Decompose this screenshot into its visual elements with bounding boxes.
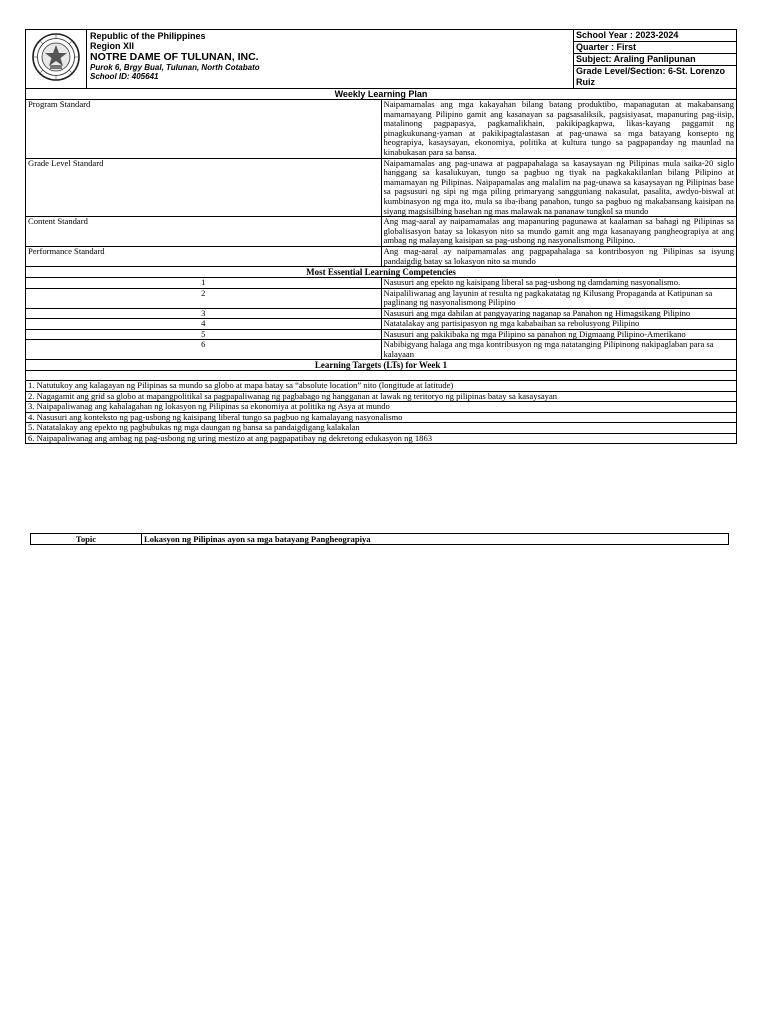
melc-number: 3 xyxy=(26,308,382,319)
school-year: School Year : 2023-2024 xyxy=(574,30,736,42)
melc-number: 1 xyxy=(26,278,382,289)
learning-target: 2. Nagagamit ang grid sa globo at mapangpolitikal sa pagpapaliwanag ng pagbabago ng hangganan at lawak ng teritoryo ng pilipinas batay sa kasaysayan xyxy=(26,391,737,402)
melc-text: Nasusuri ang mga dahilan at pangyayaring naganap sa Panahon ng Himagsikang Pilipino xyxy=(381,308,737,319)
table-row xyxy=(26,319,737,330)
learning-target: 3. Naipapaliwanag ang kahalagahan ng lokasyon ng Pilipinas sa ekonomiya at politika ng Asya at mundo xyxy=(26,402,737,413)
program-standard-text: Naipamamalas ang mga kakayahan bilang batang produktibo, mapanagutan at makabansang mamamayang Pilipino gamit ang kasanayan sa pagsasaliksik, pagsisiyasat, mapanuring pag-iisip, matalinong pagpapasya, pagkamalikhain, pakikipagkapwa, likas-kayang paggamit ng pinagkukunang-yaman at pakikipagtalastasan at pag-unawa sa mga batayang konsepto ng heograpiya, kasaysayan, ekonomiya, politika at kultura tungo sa pagpapanday ng maunlad na kinabukasan para sa bansa. xyxy=(381,100,737,159)
quarter: Quarter : First xyxy=(574,42,736,54)
table-row xyxy=(26,402,737,413)
grade-level-standard-label: Grade Level Standard xyxy=(26,158,382,217)
table-row xyxy=(26,288,737,308)
performance-standard-text: Ang mag-aaral ay naipamamalas ang pagpapahalaga sa kontribosyon ng Pilipinas sa isyung pandaigdig batay sa lokasyon nito sa mundo xyxy=(381,246,737,266)
content-standard-label: Content Standard xyxy=(26,217,382,247)
table-row xyxy=(26,412,737,423)
melc-title: Most Essential Learning Competencies xyxy=(26,267,737,278)
table-row xyxy=(26,423,737,434)
plan-table xyxy=(25,88,737,267)
melc-number: 2 xyxy=(26,288,382,308)
learning-target: 1. Natutukoy ang kalagayan ng Pilipinas sa mundo sa globo at mapa batay sa “absolute location” nito (longitude at latitude) xyxy=(26,381,737,392)
learning-targets-table xyxy=(25,359,737,444)
learning-target: 5. Natatalakay ang epekto ng pagbubukas ng mga daungan ng bansa sa pandaigdigang kalakalan xyxy=(26,423,737,434)
melc-number: 6 xyxy=(26,340,382,360)
melc-text: Nabibigyang halaga ang mga kontribusyon ng mga natatanging Pilipinong nakipaglaban para sa kalayaan xyxy=(381,340,737,360)
weekly-learning-plan-document xyxy=(25,29,737,444)
logo-cell xyxy=(26,30,87,89)
region-line: Region XII xyxy=(90,41,135,51)
topic-value: Lokasyon ng Pilipinas ayon sa mga batayang Pangheograpiya xyxy=(142,534,729,545)
table-row xyxy=(26,391,737,402)
school-id: School ID: 405641 xyxy=(90,72,159,81)
program-standard-label: Program Standard xyxy=(26,100,382,159)
table-row xyxy=(26,340,737,360)
learning-target: 6. Naipapaliwanag ang ambag ng pag-usbong ng uring mestizo at ang pagpapatibay ng dekretong edukasyon ng 1863 xyxy=(26,433,737,444)
melc-number: 5 xyxy=(26,329,382,340)
school-info-cell xyxy=(87,30,574,89)
table-row xyxy=(26,381,737,392)
performance-standard-label: Performance Standard xyxy=(26,246,382,266)
class-info-cell xyxy=(574,30,737,89)
table-row xyxy=(26,278,737,289)
school-name: NOTRE DAME OF TULUNAN, INC. xyxy=(90,51,259,63)
learning-target: 4. Nasusuri ang konteksto ng pag-usbong ng kaisipang liberal tungo sa pagbuo ng kamalayang nasyonalismo xyxy=(26,412,737,423)
school-seal-logo xyxy=(31,32,81,82)
grade-level-standard-text: Naipamamalas ang pag-unawa at pagpapahalaga sa kasaysayan ng Pilipinas mula saika-20 siglo hanggang sa kasalukuyan, tungo sa pagbuo ng tiyak na pagkakakilanlan bilang Pilipino at mamamayan ng Pilipinas. Naipapamalas ang malalim na pag-unawa sa kasaysayan ng Pilipinas base sa pagsusuri ng sipi ng mga piling primaryang sangguniang nakasulat, pasalita, awdyo-biswal at kumbinasyon ng mga ito, mula sa iba-ibang panahon, tungo sa pagbuo ng makabansang kaisipan na siyang magsisilbing basehan ng mas malawak na pananaw tungkol sa mundo xyxy=(381,158,737,217)
melc-text: Nasusuri ang pakikibaka ng mga Pilipino sa panahon ng Digmaang Pilipino-Amerikano xyxy=(381,329,737,340)
melc-number: 4 xyxy=(26,319,382,330)
melc-text: Natatalakay ang partisipasyon ng mga kababaihan sa rebolusyong Pilipino xyxy=(381,319,737,330)
melc-text: Naipaliliwanag ang layunin at resulta ng pagkakatatag ng Kilusang Propaganda at Katipunan sa paglinang ng nasyonalismong Pilipino xyxy=(381,288,737,308)
table-row xyxy=(26,433,737,444)
republic-line: Republic of the Philippines xyxy=(90,31,206,41)
table-row xyxy=(26,329,737,340)
content-standard-text: Ang mag-aaral ay naipamamalas ang mapanuring pagunawa at kaalaman sa bahagi ng Pilipinas sa globalisasyon batay sa lokasyon nito sa mundo gamit ang mga kasanayang pangheograpiya at ang ambag ng malayang kaisipan sa pag-usbong ng nasyonalismong Pilipino. xyxy=(381,217,737,247)
header-table xyxy=(25,29,737,89)
learning-targets-title: Learning Targets (LTs) for Week 1 xyxy=(26,360,737,371)
topic-table xyxy=(30,533,729,545)
topic-label: Topic xyxy=(31,534,142,545)
melc-table xyxy=(25,266,737,360)
topic-section xyxy=(30,533,729,545)
melc-text: Nasusuri ang epekto ng kaisipang liberal sa pag-usbong ng damdaming nasyonalismo. xyxy=(381,278,737,289)
table-row xyxy=(26,308,737,319)
grade-section: Grade Level/Section: 6-St. Lorenzo Ruiz xyxy=(576,66,726,87)
plan-title: Weekly Learning Plan xyxy=(26,89,737,100)
school-address: Purok 6, Brgy Bual, Tulunan, North Cotabato xyxy=(90,63,260,72)
subject: Subject: Araling Panlipunan xyxy=(574,54,736,66)
spacer-row xyxy=(26,371,737,381)
